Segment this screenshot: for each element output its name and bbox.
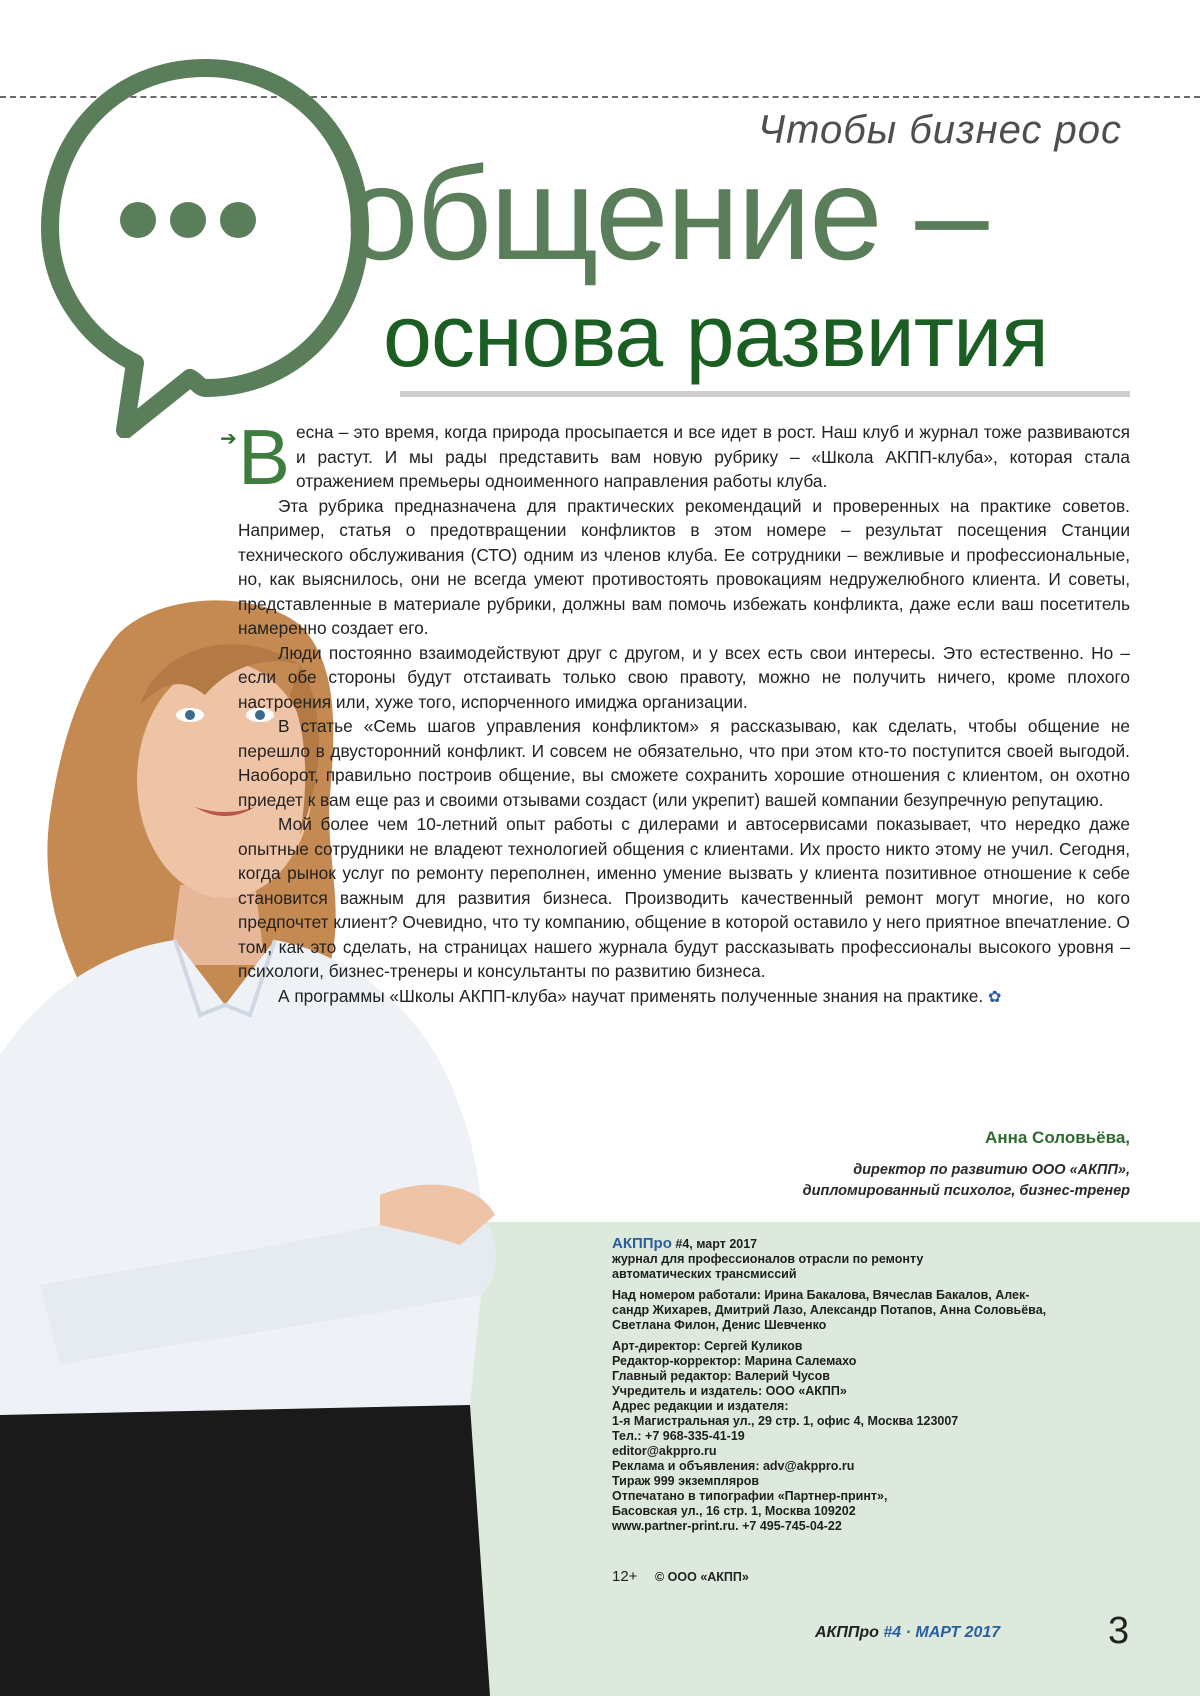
author-name: Анна Соловьёва, xyxy=(985,1128,1130,1147)
imprint-chief: Главный редактор: Валерий Чусов xyxy=(612,1369,830,1383)
imprint-desc-2: автоматических трансмиссий xyxy=(612,1267,797,1281)
headline-underline xyxy=(400,391,1130,397)
arrow-marker-icon: ➔ xyxy=(220,428,237,450)
paragraph-2: Эта рубрика предназначена для практических рекомендаций и проверенных на практике советов. Например, статья о предотвращении конфликтов в этом номере – результат посещения Станции технического обслуживания (СТО) одним из членов клуба. Ее сотрудники – вежливые и профессиональные, но, как выяснилось, они не всегда умеют противостоять провокациям недружелюбного клиента. И советы, представленные в материале рубрики, должны вам помочь избежать конфликта, даже если ваш посетитель намеренно создает его. xyxy=(238,495,1130,638)
page-number: 3 xyxy=(1108,1610,1130,1652)
footer-magazine: АКППро xyxy=(815,1624,879,1641)
paragraph-3: Люди постоянно взаимодействуют друг с другом, и у всех есть свои интересы. Это естественно. Но – если обе стороны будут отстаивать только свою правоту, можно не получить ничего, кроме плохого настроения или, хуже того, испорченного имиджа организации. xyxy=(238,642,1130,712)
imprint-phone: Тел.: +7 968-335-41-19 xyxy=(612,1429,745,1443)
headline-line-2: основа развития xyxy=(383,286,1048,385)
copyright: © ООО «АКПП» xyxy=(655,1570,749,1584)
imprint-art: Арт-директор: Сергей Куликов xyxy=(612,1339,803,1353)
imprint-printer-2: Басовская ул., 16 стр. 1, Москва 109202 xyxy=(612,1504,856,1518)
dropcap: В xyxy=(238,413,291,501)
paragraph-1: есна – это время, когда природа просыпается и все идет в рост. Наш клуб и журнал тоже развиваются и растут. И мы рады представить вам новую рубрику – «Школа АКПП-клуба», которая стала отражением премьеры одноименного направления работы клуба. xyxy=(296,422,1130,491)
article-body xyxy=(238,413,1130,1010)
imprint-email: editor@akppro.ru xyxy=(612,1444,717,1458)
imprint-print-run: Тираж 999 экземпляров xyxy=(612,1474,760,1488)
rubric-title: Чтобы бизнес рос xyxy=(758,108,1122,152)
footer xyxy=(815,1624,1000,1642)
imprint-desc-1: журнал для профессионалов отрасли по ремонту xyxy=(612,1252,924,1266)
speech-bubble-icon xyxy=(40,58,370,438)
imprint-team-3: Светлана Филон, Денис Шевченко xyxy=(612,1318,827,1332)
imprint-editor: Редактор-корректор: Марина Салемахо xyxy=(612,1354,857,1368)
imprint-issue: #4, март 2017 xyxy=(671,1237,758,1251)
author-role: директор по развитию ООО «АКПП», дипломированный психолог, бизнес-тренер xyxy=(802,1162,1130,1199)
gear-icon: ✿ xyxy=(987,988,1002,1006)
imprint-address: 1-я Магистральная ул., 29 стр. 1, офис 4, Москва 123007 xyxy=(612,1414,959,1428)
footer-issue: #4 · МАРТ 2017 xyxy=(883,1624,1001,1641)
imprint-publication: АКППро xyxy=(612,1235,672,1252)
imprint-address-label: Адрес редакции и издателя: xyxy=(612,1399,789,1413)
imprint-founder: Учредитель и издатель: ООО «АКПП» xyxy=(612,1384,847,1398)
imprint xyxy=(612,1236,1132,1534)
imprint-team-1: Над номером работали: Ирина Бакалова, Вячеслав Бакалов, Алек- xyxy=(612,1288,1030,1302)
paragraph-5: Мой более чем 10-летний опыт работы с дилерами и автосервисами показывает, что нередко даже опытные сотрудники не владеют технологией общения с клиентами. Их просто никто этому не учил. Сегодня, когда рынок услуг по ремонту переполнен, именно умение вызвать у клиента позитивное отношение к себе становится важным для развития бизнеса. Производить качественный ремонт могут многие, но кого предпочтет клиент? Очевидно, что ту компанию, общение в которой оставило у него приятное впечатление. О том, как это сделать, на страницах нашего журнала будут рассказывать профессионалы высокого уровня – психологи, бизнес-тренеры и консультанты по развитию бизнеса. xyxy=(238,814,1130,981)
imprint-printer-3: www.partner-print.ru. +7 495-745-04-22 xyxy=(612,1519,842,1533)
imprint-printer-1: Отпечатано в типографии «Партнер-принт», xyxy=(612,1489,888,1503)
headline-line-1: общение – xyxy=(345,140,987,287)
age-rating: 12+ xyxy=(612,1568,638,1585)
imprint-team-2: сандр Жихарев, Дмитрий Лазо, Александр Потапов, Анна Соловьёва, xyxy=(612,1303,1047,1317)
paragraph-4: В статье «Семь шагов управления конфликтом» я рассказываю, как сделать, чтобы общение не перешло в двусторонний конфликт. И совсем не обязательно, что при этом кто-то поступится своей выгодой. Наоборот, правильно построив общение, вы сможете сохранить хорошие отношения с клиентом, он охотно приедет к вам еще раз и своими отзывами создаст (или укрепит) вашей компании безупречную репутацию. xyxy=(238,716,1130,810)
imprint-ads: Реклама и объявления: adv@akppro.ru xyxy=(612,1459,855,1473)
paragraph-6: А программы «Школы АКПП-клуба» научат применять полученные знания на практике. ✿ xyxy=(278,985,1002,1006)
